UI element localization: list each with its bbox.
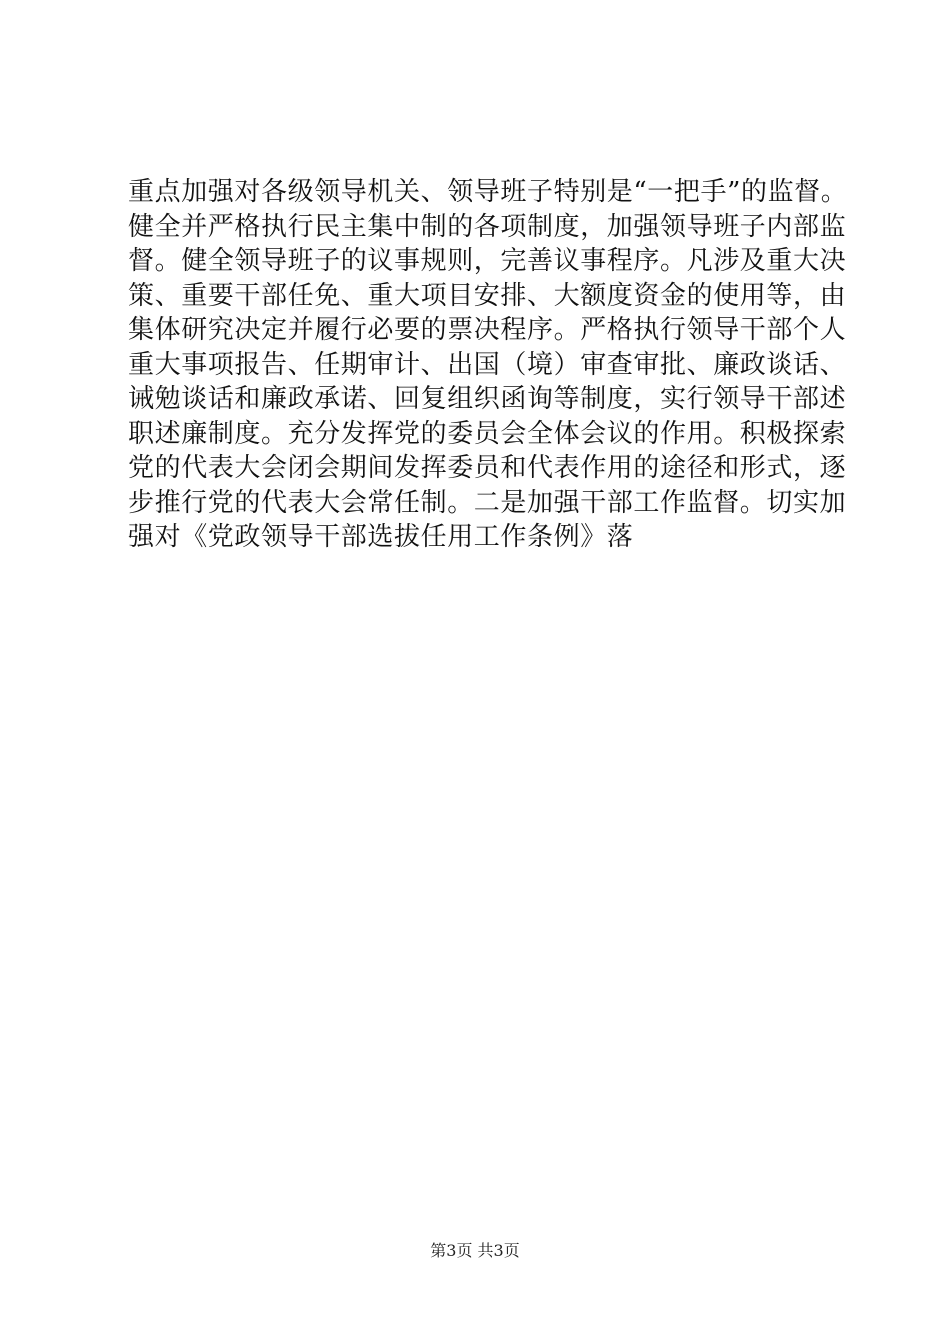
paragraph-line: 强对《党政领导干部选拔任用工作条例》落 xyxy=(128,522,634,552)
paragraph-line: 督。健全领导班子的议事规则，完善议事程序。凡涉及重大决 xyxy=(128,246,847,276)
page-number-footer: 第3页 共3页 xyxy=(430,1241,520,1260)
paragraph-line: 诫勉谈话和廉政承诺、回复组织函询等制度，实行领导干部述 xyxy=(128,384,847,414)
paragraph-line: 重点加强对各级领导机关、领导班子特别是“一把手”的监督。 xyxy=(128,177,848,207)
paragraph-line: 步推行党的代表大会常任制。二是加强干部工作监督。切实加 xyxy=(128,487,847,518)
body-paragraph xyxy=(128,175,848,555)
paragraph-line: 集体研究决定并履行必要的票决程序。严格执行领导干部个人 xyxy=(128,315,847,345)
paragraph-line: 职述廉制度。充分发挥党的委员会全体会议的作用。积极探索 xyxy=(128,418,847,449)
paragraph-line: 重大事项报告、任期审计、出国（境）审查审批、廉政谈话、 xyxy=(128,349,847,380)
paragraph-line: 策、重要干部任免、重大项目安排、大额度资金的使用等，由 xyxy=(128,280,847,311)
paragraph-line: 党的代表大会闭会期间发挥委员和代表作用的途径和形式，逐 xyxy=(128,453,847,483)
paragraph-line: 健全并严格执行民主集中制的各项制度，加强领导班子内部监 xyxy=(128,211,847,242)
